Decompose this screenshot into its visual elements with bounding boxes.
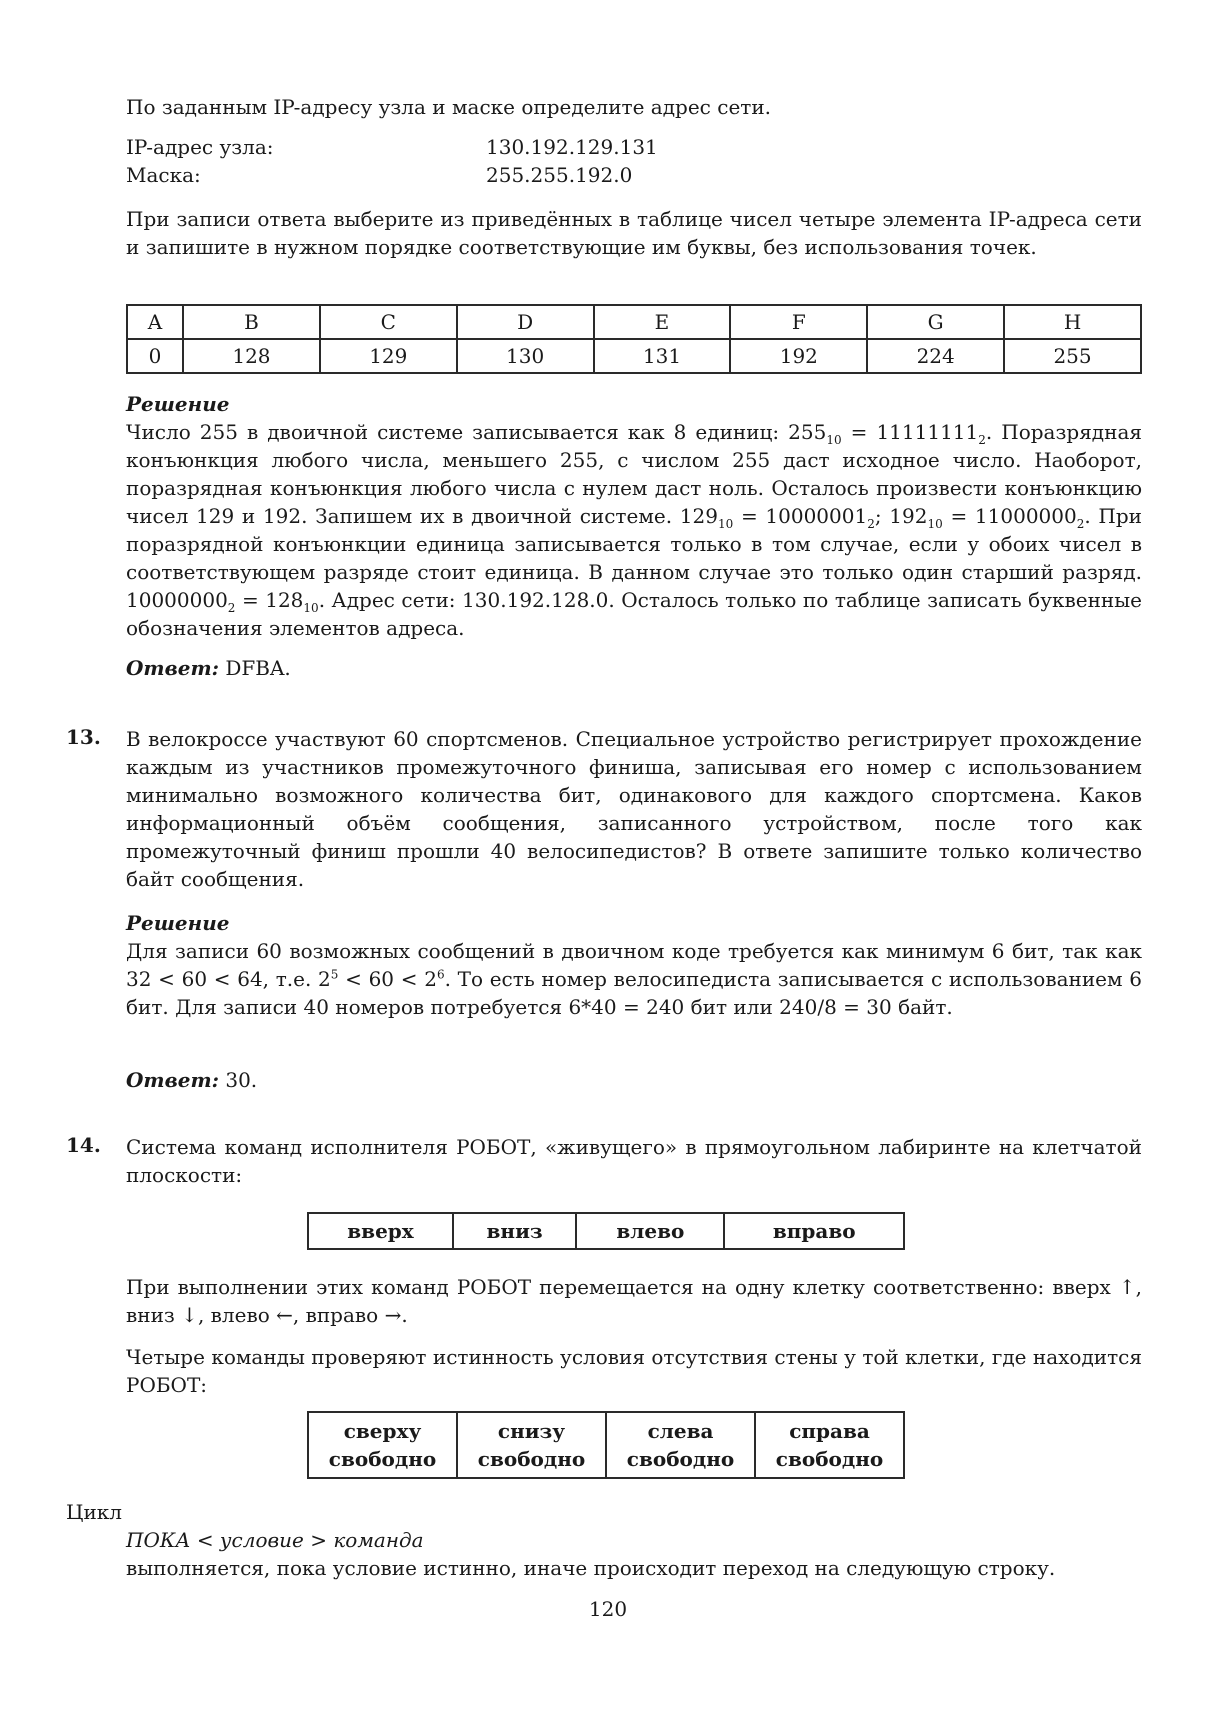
superscript: 5 <box>330 967 339 982</box>
condition-line: свободно <box>626 1447 735 1471</box>
table-cell: A <box>127 305 183 339</box>
command-cell-up: вверх <box>308 1213 453 1249</box>
condition-line: справа <box>789 1419 870 1443</box>
answer-label: Ответ: <box>126 1068 219 1092</box>
condition-cell-top <box>308 1412 457 1478</box>
condition-line: слева <box>647 1419 714 1443</box>
task14-move-text: При выполнении этих команд РОБОТ перемещается на одну клетку соответственно: вверх ↑, вниз ↓, влево ←, вправо →. <box>126 1275 1142 1327</box>
subscript: 2 <box>978 433 986 447</box>
table-cell: C <box>320 305 457 339</box>
solution-fragment: = 11000000 <box>942 504 1077 528</box>
table-row <box>308 1213 904 1249</box>
solution-fragment: Число 255 в двоичной системе записывается как 8 единиц: 255 <box>126 420 827 444</box>
subscript: 10 <box>826 433 842 447</box>
solution-fragment: = 10000001 <box>733 504 868 528</box>
table-cell: 128 <box>183 339 320 373</box>
table-cell: D <box>457 305 594 339</box>
solution-fragment: = 128 <box>235 588 304 612</box>
table-cell: 224 <box>867 339 1004 373</box>
table-cell: H <box>1004 305 1141 339</box>
task13-number: 13. <box>66 725 101 749</box>
table-cell: 129 <box>320 339 457 373</box>
subscript: 2 <box>867 517 875 531</box>
table-cell: F <box>730 305 867 339</box>
solution-fragment: . При поразрядной конъюнкции единица записывается только в том случае, если у обоих чисел в соответствующем разряде стоит единица. В данном случае это только один старший разряд. 10000000 <box>126 504 1143 612</box>
page-number: 120 <box>588 1597 628 1621</box>
solution-fragment: Для записи 60 возможных сообщений в двоичном коде требуется как минимум 6 бит, так как 32 < 60 < 64, т.е. 2 <box>126 939 1142 991</box>
condition-line: свободно <box>775 1447 884 1471</box>
solution-fragment: ; 192 <box>874 504 928 528</box>
table-cell: 255 <box>1004 339 1141 373</box>
table-cell: 0 <box>127 339 183 373</box>
task13-solution-text <box>126 937 1142 1021</box>
task14-number: 14. <box>66 1133 101 1157</box>
robot-commands-table <box>307 1212 905 1250</box>
task13-solution-heading: Решение <box>126 911 230 935</box>
mask-label: Маска: <box>126 163 201 187</box>
task12-intro: По заданным IP-адресу узла и маске определите адрес сети. <box>126 95 772 119</box>
loop-description: выполняется, пока условие истинно, иначе происходит переход на следующую строку. <box>126 1556 1056 1580</box>
table-cell: 131 <box>594 339 731 373</box>
table-cell: 192 <box>730 339 867 373</box>
solution-fragment: . Адрес сети: 130.192.128.0. Осталось только по таблице записать буквенные обозначения элементов адреса. <box>126 588 1142 640</box>
solution-fragment: = 11111111 <box>841 420 979 444</box>
task13-text: В велокроссе участвуют 60 спортсменов. Специальное устройство регистрирует прохождение каждым из участников промежуточного финиша, записывая его номер с использованием минимально возможного количества бит, одинакового для каждого спортсмена. Каков информационный объём сообщения, записанного устройством, после того как промежуточный финиш прошли 40 велосипедистов? В ответе запишите только количество байт сообщения. <box>126 727 1142 891</box>
condition-line: свободно <box>328 1447 437 1471</box>
table-header-row <box>127 305 1141 339</box>
subscript: 2 <box>227 601 236 615</box>
task12-instruction: При записи ответа выберите из приведённых в таблице чисел четыре элемента IP-адреса сети и запишите в нужном порядке соответствующие им буквы, без использования точек. <box>126 207 1142 259</box>
answer-value: DFBA. <box>219 656 291 680</box>
condition-line: сверху <box>343 1419 422 1443</box>
task13-answer <box>126 1066 257 1094</box>
subscript: 10 <box>717 517 734 531</box>
condition-cell-right <box>755 1412 904 1478</box>
task12-answer <box>126 654 291 682</box>
task14-text: Система команд исполнителя РОБОТ, «живущего» в прямоугольном лабиринте на клетчатой плоскости: <box>126 1135 1142 1187</box>
solution-fragment: . Поразрядная конъюнкция любого числа, меньшего 255, с числом 255 даст исходное число. Наоборот, поразрядная конъюнкция любого числа с нулем даст ноль. Осталось произвести конъюнкцию чисел 129 и 192. Запишем их в двоичной системе. 129 <box>126 420 1142 528</box>
command-cell-down: вниз <box>453 1213 576 1249</box>
ip-label: IP-адрес узла: <box>126 135 274 159</box>
ip-value: 130.192.129.131 <box>486 135 658 159</box>
table-cell: E <box>594 305 731 339</box>
answer-value: 30. <box>219 1068 258 1092</box>
table-row <box>308 1412 904 1478</box>
condition-line: свободно <box>477 1447 586 1471</box>
table-value-row <box>127 339 1141 373</box>
ip-options-table <box>126 304 1142 374</box>
task12-solution-text <box>126 418 1142 642</box>
solution-fragment: < 60 < 2 <box>338 967 437 991</box>
task12-solution-heading: Решение <box>126 392 230 416</box>
subscript: 10 <box>927 517 943 531</box>
subscript: 2 <box>1076 517 1085 531</box>
solution-fragment: . То есть номер велосипедиста записывается с использованием 6 бит. Для записи 40 номеров потребуется 6*40 = 240 бит или 240/8 = 30 байт. <box>126 967 1142 1019</box>
robot-conditions-table <box>307 1411 905 1479</box>
condition-cell-bottom <box>457 1412 606 1478</box>
mask-value: 255.255.192.0 <box>486 163 633 187</box>
answer-label: Ответ: <box>126 656 219 680</box>
task14-check-text: Четыре команды проверяют истинность условия отсутствия стены у той клетки, где находится РОБОТ: <box>126 1345 1142 1397</box>
superscript: 6 <box>436 967 445 982</box>
condition-line: снизу <box>497 1419 566 1443</box>
loop-label: Цикл <box>66 1500 122 1524</box>
table-cell: B <box>183 305 320 339</box>
command-cell-left: влево <box>576 1213 724 1249</box>
condition-cell-left <box>606 1412 755 1478</box>
table-cell: G <box>867 305 1004 339</box>
loop-syntax: ПОКА < условие > команда <box>126 1528 424 1552</box>
command-cell-right: вправо <box>724 1213 904 1249</box>
table-cell: 130 <box>457 339 594 373</box>
subscript: 10 <box>303 601 319 615</box>
